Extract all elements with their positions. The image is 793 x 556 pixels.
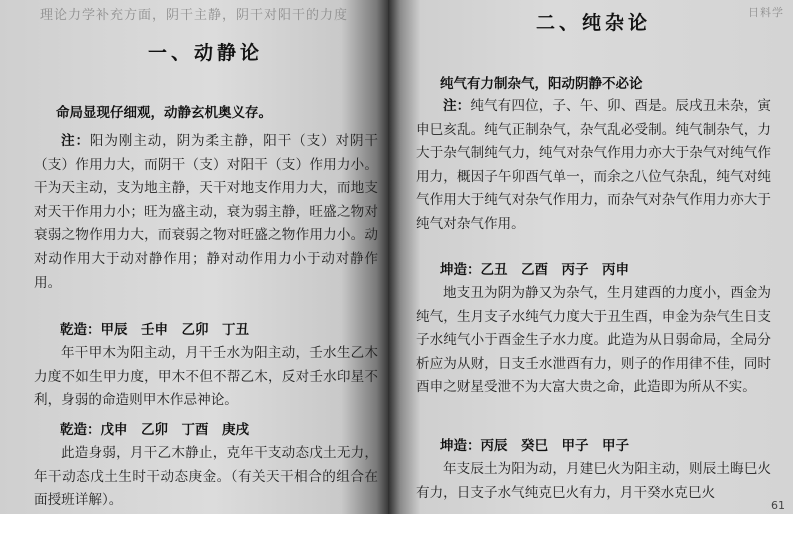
left-note-label: 注： xyxy=(61,133,90,149)
scan-margin xyxy=(0,514,793,556)
right-case1-heading xyxy=(440,258,629,278)
left-case1-paragraph: 年干甲木为阳主动，月干壬水为阳主动，壬水生乙木力度不如生甲力度，甲木不但不帮乙木，反对壬水印星不利，身弱的命造则甲木作忌神论。 xyxy=(34,345,378,409)
left-page xyxy=(0,0,388,514)
left-case1-heading xyxy=(60,318,249,338)
right-page-subtitle: 纯气有力制杂气，阳动阴静不必论 xyxy=(440,76,643,92)
left-case1-pillars: 甲辰 壬申 乙卯 丁丑 xyxy=(100,322,249,338)
right-case1-paragraph: 地支丑为阴为静又为杂气，生月建酉的力度小，酉金为纯气，生月支子水纯气力度大于丑生酉，申金为杂气生日支子水纯气小于酉金生子水力度。此造为从日弱命局，全局分析应为从财，日支壬水泄酉有力，则子的作用律不佳，同时酉申之财星受泄不为大富大贵之命，此造即为所从不实。 xyxy=(416,285,771,396)
left-case2-pillars: 戊申 乙卯 丁酉 庚戌 xyxy=(100,422,249,438)
left-case2-label: 乾造： xyxy=(60,422,101,438)
left-bleed-through-text: 理论力学补充方面，阴干主静，阴干对阳干的力度 xyxy=(40,8,349,23)
right-note-label: 注： xyxy=(443,98,471,114)
right-note-text: 纯气有四位，子、午、卯、酉是。辰戌丑未杂，寅申巳亥乱。纯气正制杂气，杂气乱必受制。纯气制杂气，力大于杂气制纯气力，纯气对杂气作用力亦大于杂气对纯气作用力，概因子午卯酉气单一，而余之八位气杂乱，纯气对纯气作用大于纯气对杂气作用力，而杂气对杂气作用力亦大于纯气对杂气作用。 xyxy=(416,98,772,232)
right-page xyxy=(388,0,793,514)
left-case1-label: 乾造： xyxy=(60,322,101,338)
left-note-text: 阳为刚主动，阴为柔主静，阳干（支）对阴干（支）作用力大，而阴干（支）对阳干（支）作用力小。干为天主动，支为地主静，天干对地支作用力大，而地支对天干作用力小；旺为盛主动，衰为弱主静，旺盛之物对衰弱之物作用力大，而衰弱之物对旺盛之物作用力小。动对动作用大于动对静作用；静对动作用力小于动对静作用。 xyxy=(34,133,379,291)
right-case2-heading xyxy=(440,434,629,454)
right-case2-label: 坤造： xyxy=(440,438,481,454)
page-number: 61 xyxy=(771,499,785,512)
left-page-subtitle: 命局显现仔细观，动静玄机奥义存。 xyxy=(56,105,272,121)
left-note-paragraph xyxy=(34,130,378,295)
right-case2-pillars: 丙辰 癸巳 甲子 甲子 xyxy=(480,438,629,454)
right-note-paragraph xyxy=(416,95,771,237)
right-case2-paragraph: 年支辰土为阳为动，月建巳火为阳主动，则辰土晦巳火有力，日支子水气纯克巳火有力，月干癸水克巳火 xyxy=(416,461,771,501)
right-page-title: 二、纯杂论 xyxy=(536,12,652,34)
left-page-title: 一、动静论 xyxy=(148,42,264,64)
left-case2-paragraph: 此造身弱，月干乙木静止，克年干支动态戊土无力，年干动态戊土生时干动态庚金。（有关天干相合的组合在面授班详解）。 xyxy=(34,445,378,509)
left-case2-heading xyxy=(60,418,249,438)
right-case1-pillars: 乙丑 乙酉 丙子 丙申 xyxy=(480,262,629,278)
right-bleed-through-text: 日料学 xyxy=(748,6,784,19)
right-case1-label: 坤造： xyxy=(440,262,481,278)
